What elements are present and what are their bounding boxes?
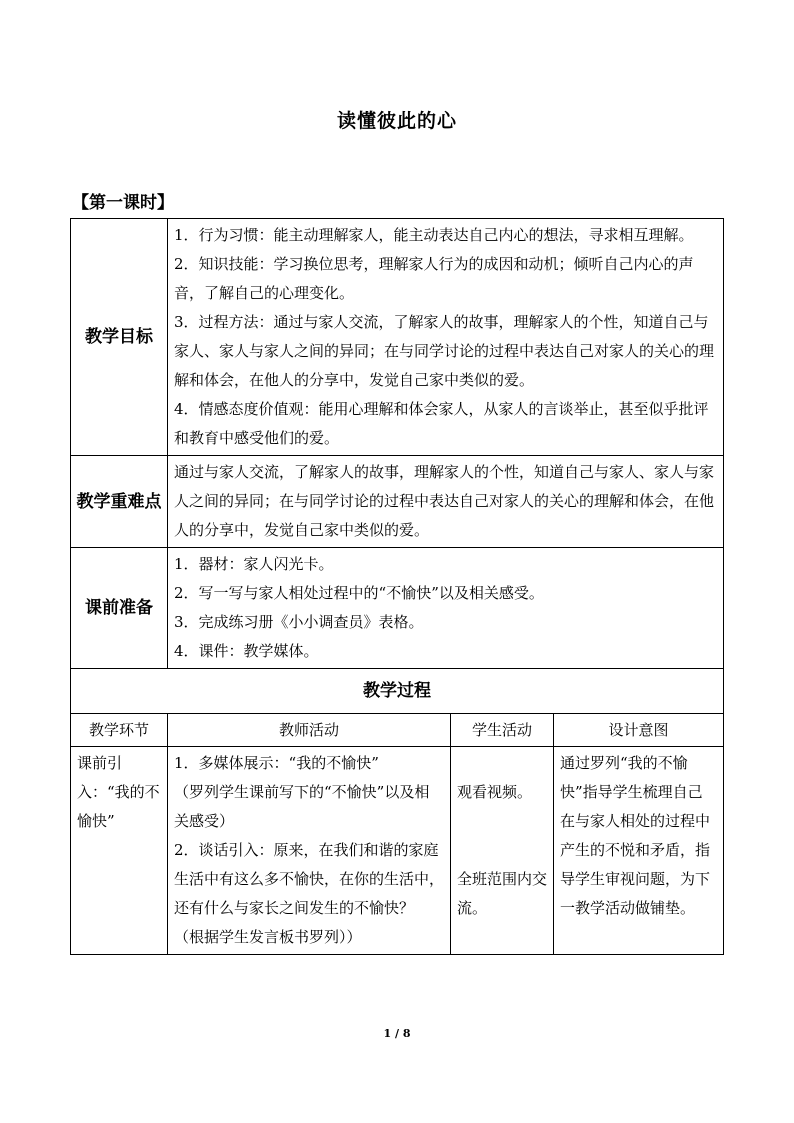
- preparation-item: 3．完成练习册《小小调查员》表格。: [174, 613, 424, 631]
- stage-cell: 课前引入：“我的不愉快”: [71, 747, 168, 955]
- header-intent: 设计意图: [554, 714, 724, 747]
- process-banner-row: [71, 669, 724, 714]
- keypoints-row: [71, 456, 724, 548]
- teacher-activity-cell: [168, 747, 451, 955]
- keypoints-content: 通过与家人交流，了解家人的故事，理解家人的个性，知道自己与家人、家人与家人之间的异同；在与同学讨论的过程中表达自己对家人的关心的理解和体会，在他人的分享中，发觉自己家中类似的爱。: [168, 456, 724, 548]
- process-banner: 教学过程: [71, 669, 724, 714]
- preparation-row: [71, 548, 724, 669]
- objectives-row: [71, 219, 724, 456]
- teacher-activity-line: 2．谈话引入：原来，在我们和谐的家庭生活中有这么多不愉快，在你的生活中，还有什么与家长之间发生的不愉快？: [174, 841, 445, 917]
- student-activity-line: 观看视频。: [457, 783, 533, 801]
- teacher-activity-line: （根据学生发言板书罗列））: [174, 928, 362, 946]
- session-heading: 【第一课时】: [72, 193, 174, 213]
- preparation-item: 4．课件：教学媒体。: [174, 642, 319, 660]
- student-activity-cell: [451, 747, 554, 955]
- objective-item: 2．知识技能：学习换位思考，理解家人行为的成因和动机；倾听自己内心的声音，了解自己的心理变化。: [174, 255, 694, 302]
- teacher-activity-line: （罗列学生课前写下的“不愉快”以及相关感受）: [174, 783, 430, 830]
- header-teacher: 教师活动: [168, 714, 451, 747]
- preparation-label: 课前准备: [71, 548, 168, 669]
- document-title: 读懂彼此的心: [336, 110, 457, 132]
- objective-item: 3．过程方法：通过与家人交流，了解家人的故事，理解家人的个性，知道自己与家人、家人与家人之间的异同；在与同学讨论的过程中表达自己对家人的关心的理解和体会，在他人的分享中，发觉自己家中类似的爱。: [174, 313, 715, 389]
- objective-item: 1．行为习惯：能主动理解家人，能主动表达自己内心的想法，寻求相互理解。: [174, 226, 694, 244]
- teacher-activity-line: 1．多媒体展示：“我的不愉快”: [174, 754, 379, 772]
- header-student: 学生活动: [451, 714, 554, 747]
- objective-item: 4．情感态度价值观：能用心理解和体会家人，从家人的言谈举止，甚至似乎批评和教育中感受他们的爱。: [174, 400, 709, 447]
- keypoints-label: 教学重难点: [71, 456, 168, 548]
- header-stage: 教学环节: [71, 714, 168, 747]
- design-intent-cell: 通过罗列“我的不愉快”指导学生梳理自己在与家人相处的过程中产生的不悦和矛盾，指导学生审视问题，为下一教学活动做铺垫。: [554, 747, 724, 955]
- objectives-content: [168, 219, 724, 456]
- student-activity-line: 全班范围内交流。: [457, 870, 548, 917]
- objectives-label: 教学目标: [71, 219, 168, 456]
- page-number: 1 / 8: [383, 1027, 411, 1040]
- preparation-item: 2．写一写与家人相处过程中的“不愉快”以及相关感受。: [174, 584, 544, 602]
- preparation-item: 1．器材：家人闪光卡。: [174, 555, 334, 573]
- preparation-content: [168, 548, 724, 669]
- lesson-plan-table: [70, 218, 724, 955]
- process-header-row: [71, 714, 724, 747]
- process-row: [71, 747, 724, 955]
